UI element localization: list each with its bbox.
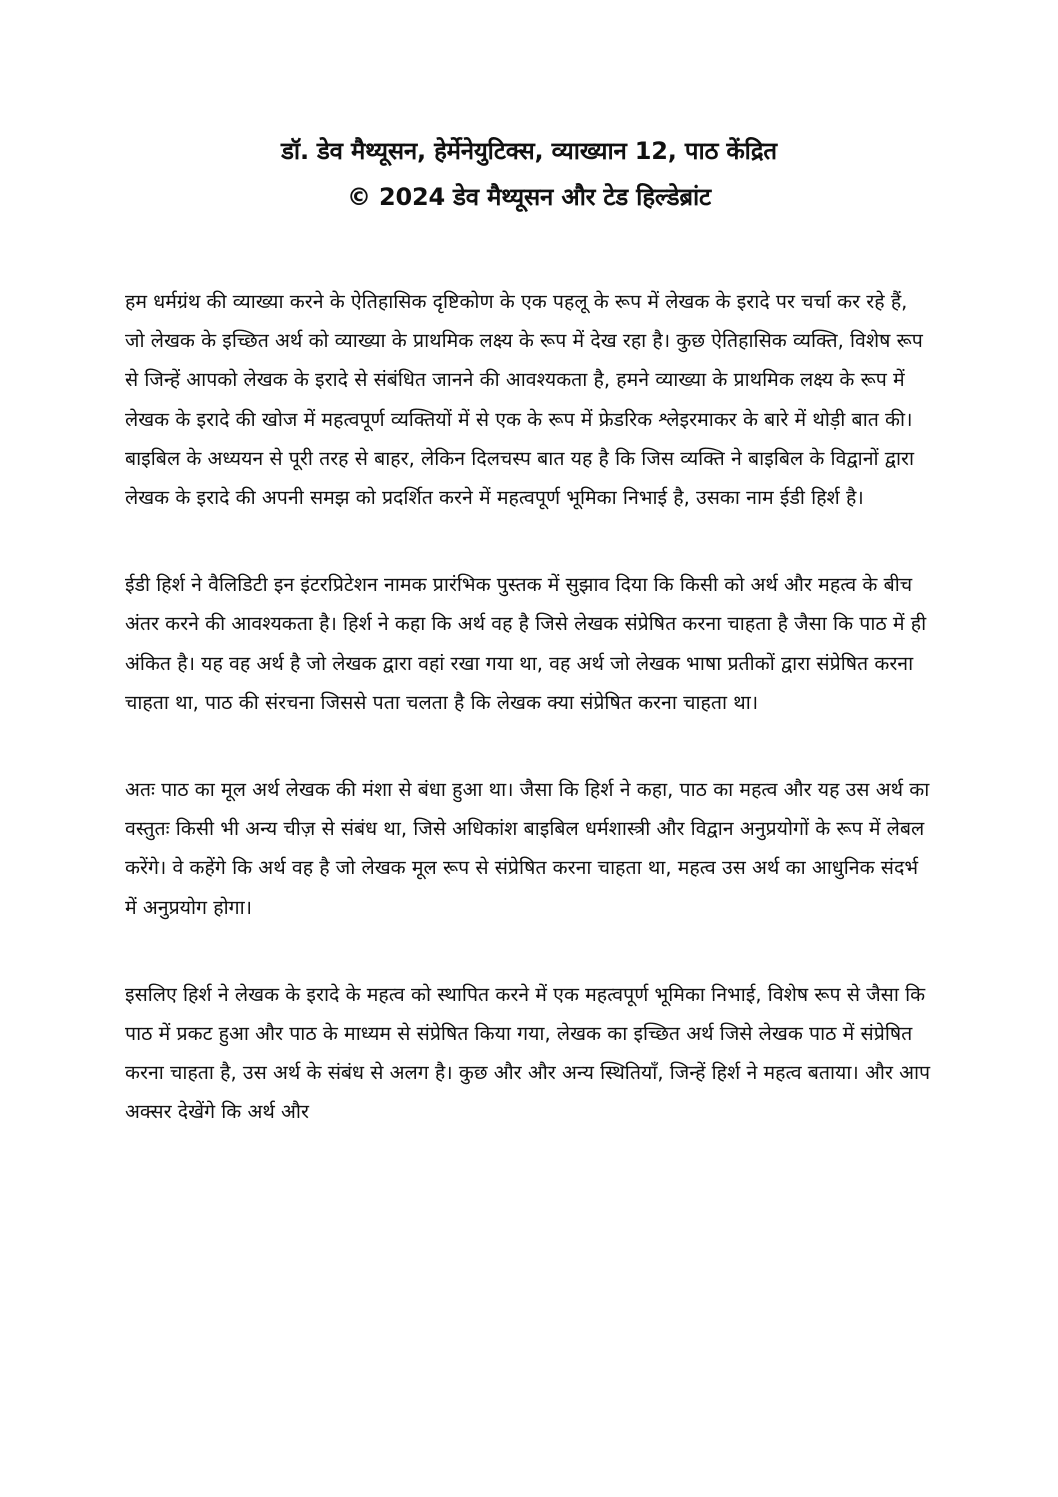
paragraph-3: अतः पाठ का मूल अर्थ लेखक की मंशा से बंधा हुआ था। जैसा कि हिर्श ने कहा, पाठ का महत्व और यह उस अर्थ का वस्तुतः किसी भी अन्य चीज़ से संबंध था, जिसे अधिकांश बाइबिल धर्मशास्त्री और विद्वान अनुप्रयोगों के रूप में लेबल करेंगे। वे कहेंगे कि अर्थ वह है जो लेखक मूल रूप से संप्रेषित करना चाहता था, महत्व उस अर्थ का आधुनिक संदर्भ में अनुप्रयोग होगा।	[125, 778, 930, 919]
document-title-block	[125, 128, 933, 220]
copyright-line: © 2024 डेव मैथ्यूसन और टेड हिल्डेब्रांट	[347, 183, 711, 211]
paragraph-2: ईडी हिर्श ने वैलिडिटी इन इंटरप्रिटेशन नामक प्रारंभिक पुस्तक में सुझाव दिया कि किसी को अर्थ और महत्व के बीच अंतर करने की आवश्यकता है। हिर्श ने कहा कि अर्थ वह है जिसे लेखक संप्रेषित करना चाहता है जैसा कि पाठ में ही अंकित है। यह वह अर्थ है जो लेखक द्वारा वहां रखा गया था, वह अर्थ जो लेखक भाषा प्रतीकों द्वारा संप्रेषित करना चाहता था, पाठ की संरचना जिससे पता चलता है कि लेखक क्या संप्रेषित करना चाहता था।	[125, 573, 927, 714]
paragraph-1: हम धर्मग्रंथ की व्याख्या करने के ऐतिहासिक दृष्टिकोण के एक पहलू के रूप में लेखक के इरादे पर चर्चा कर रहे हैं, जो लेखक के इच्छित अर्थ को व्याख्या के प्राथमिक लक्ष्य के रूप में देख रहा है। कुछ ऐतिहासिक व्यक्ति, विशेष रूप से जिन्हें आपको लेखक के इरादे से संबंधित जानने की आवश्यकता है, हमने व्याख्या के प्राथमिक लक्ष्य के रूप में लेखक के इरादे की खोज में महत्वपूर्ण व्यक्तियों में से एक के रूप में फ्रेडरिक श्लेइरमाकर के बारे में थोड़ी बात की। बाइबिल के अध्ययन से पूरी तरह से बाहर, लेकिन दिलचस्प बात यह है कि जिस व्यक्ति ने बाइबिल के विद्वानों द्वारा लेखक के इरादे की अपनी समझ को प्रदर्शित करने में महत्वपूर्ण भूमिका निभाई है, उसका नाम ईडी हिर्श है।	[125, 290, 923, 510]
paragraph-4: इसलिए हिर्श ने लेखक के इरादे के महत्व को स्थापित करने में एक महत्वपूर्ण भूमिका निभाई, विशेष रूप से जैसा कि पाठ में प्रकट हुआ और पाठ के माध्यम से संप्रेषित किया गया, लेखक का इच्छित अर्थ जिसे लेखक पाठ में संप्रेषित करना चाहता है, उस अर्थ के संबंध से अलग है। कुछ और और अन्य स्थितियाँ, जिन्हें हिर्श ने महत्व बताया। और आप अक्सर देखेंगे कि अर्थ और	[125, 982, 931, 1124]
document-title: डॉ. डेव मैथ्यूसन, हेर्मेनेयुटिक्स, व्याख्यान 12, पाठ केंद्रित	[281, 137, 777, 165]
